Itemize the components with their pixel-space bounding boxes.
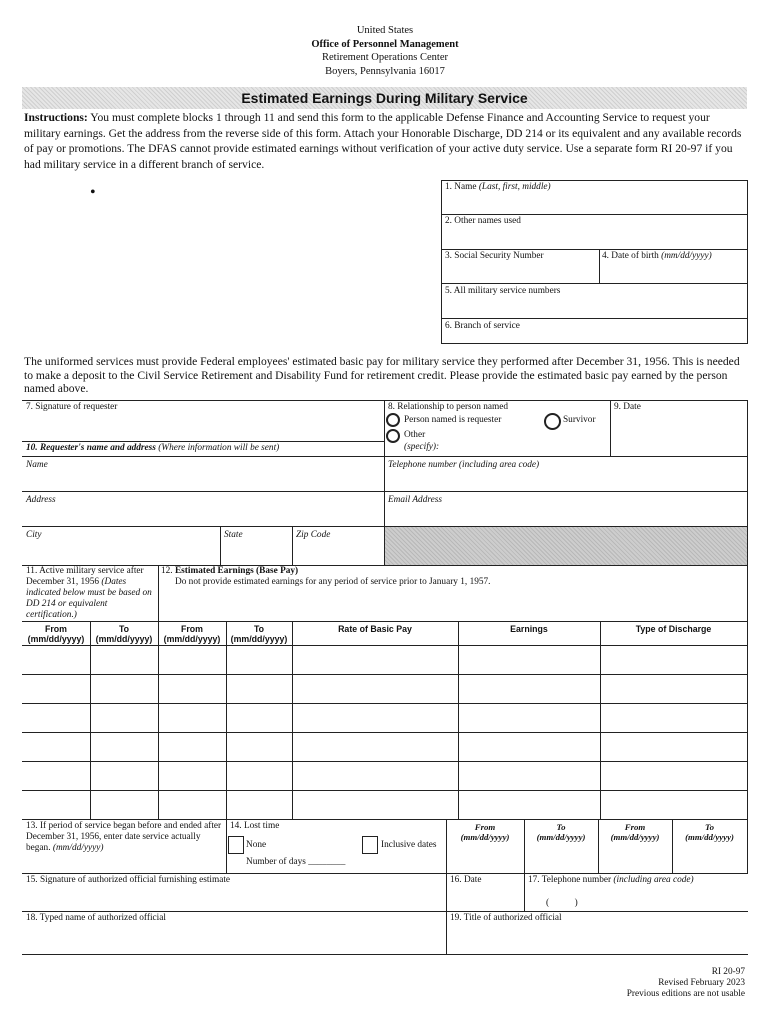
state-field[interactable]: State: [224, 530, 243, 540]
number-of-days-field[interactable]: Number of days ________: [246, 857, 346, 867]
block7-signature-field[interactable]: 7. Signature of requester: [26, 402, 118, 412]
block18-typed-name-field[interactable]: 18. Typed name of authorized official: [26, 913, 166, 923]
requester-name-field[interactable]: Name: [26, 460, 48, 470]
lost-to-2: To (mm/dd/yyyy): [685, 822, 734, 842]
instructions: [24, 110, 749, 172]
col-to-2: To (mm/dd/yyyy): [230, 624, 288, 644]
block6-branch-field[interactable]: 6. Branch of service: [445, 321, 520, 331]
block15-signature-field[interactable]: 15. Signature of authorized official furnishing estimate: [26, 875, 231, 885]
radio-person-named-label: Person named is requester: [404, 415, 502, 425]
lost-from-1: From (mm/dd/yyyy): [460, 822, 510, 842]
instructions-text: You must complete blocks 1 through 11 and send this form to the applicable Defense Finance and Accounting Service to request your military earnings. Get the address from the reverse side of this form. Attach your Honorable Discharge, DD 214 or its equivalent and any available records of pay or promotions. The DFAS cannot provide estimated earnings without verification of your active duty service. Use a separate form RI 20-97 if you had military service in a different branch of service.: [24, 111, 742, 171]
block11-label: 11. Active military service after December 31, 1956 (Dates indicated below must be based on DD 214 or equivalent certification.): [26, 566, 152, 620]
radio-other[interactable]: [386, 429, 400, 443]
form-title: Estimated Earnings During Military Service: [22, 87, 747, 109]
col-from-1: From (mm/dd/yyyy): [27, 624, 85, 644]
lost-to-1: To (mm/dd/yyyy): [536, 822, 586, 842]
telephone-field[interactable]: Telephone number (including area code): [388, 460, 540, 470]
header-office: Office of Personnel Management: [311, 38, 459, 50]
block4-dob-field[interactable]: 4. Date of birth (mm/dd/yyyy): [602, 251, 712, 261]
radio-other-label: Other: [404, 430, 426, 440]
bullet-mark: •: [90, 184, 96, 201]
block1-name-field[interactable]: 1. Name (Last, first, middle): [445, 182, 551, 192]
block2-other-names-field[interactable]: 2. Other names used: [445, 216, 521, 226]
block10-label: 10. Requester's name and address (Where information will be sent): [26, 443, 280, 453]
lost-time-none-checkbox[interactable]: [228, 836, 244, 854]
address-field[interactable]: Address: [26, 495, 56, 505]
header-center: Retirement Operations Center: [322, 52, 448, 63]
radio-person-named[interactable]: [386, 413, 400, 427]
other-specify-field[interactable]: (specify):: [404, 442, 440, 452]
block19-title-field[interactable]: 19. Title of authorized official: [450, 913, 562, 923]
block3-ssn-field[interactable]: 3. Social Security Number: [445, 251, 544, 261]
block9-date-field[interactable]: 9. Date: [614, 402, 641, 412]
block14-label: 14. Lost time: [230, 821, 280, 831]
agency-header: [0, 24, 770, 78]
col-from-2: From (mm/dd/yyyy): [163, 624, 221, 644]
header-country: United States: [356, 25, 414, 36]
email-field[interactable]: Email Address: [388, 495, 442, 505]
col-rate: Rate of Basic Pay: [338, 624, 412, 634]
lost-from-2: From (mm/dd/yyyy): [610, 822, 660, 842]
lost-time-none-label: None: [246, 840, 267, 850]
block12-label: 12. Estimated Earnings (Base Pay) Do not provide estimated earnings for any period of service prior to January 1, 1957.: [161, 566, 491, 587]
uniformed-services-paragraph: The uniformed services must provide Federal employees' estimated basic pay for military service they performed after December 31, 1956. This is needed to make a deposit to the Civil Service Retirement and Disability Fund for retirement credit. Please provide the estimated basic pay earned by the person named above.: [24, 355, 740, 395]
col-discharge: Type of Discharge: [635, 624, 712, 634]
block17-telephone-field[interactable]: 17. Telephone number (including area code): [528, 875, 694, 885]
form-footer: [627, 967, 745, 1000]
telephone-parens: ( ): [546, 898, 578, 908]
zip-field[interactable]: Zip Code: [296, 530, 331, 540]
radio-survivor[interactable]: [544, 413, 561, 430]
header-address: Boyers, Pennsylvania 16017: [325, 65, 445, 77]
city-field[interactable]: City: [26, 530, 42, 540]
radio-survivor-label: Survivor: [563, 415, 596, 425]
col-earnings: Earnings: [510, 624, 548, 634]
block16-date-field[interactable]: 16. Date: [450, 875, 482, 885]
block5-service-numbers-field[interactable]: 5. All military service numbers: [445, 286, 561, 296]
inclusive-dates-checkbox[interactable]: [362, 836, 378, 854]
block13-field[interactable]: 13. If period of service began before and ended after December 31, 1956, enter date service actually began. (mm/dd/yyyy): [26, 821, 222, 853]
inclusive-dates-label: Inclusive dates: [381, 840, 437, 850]
instructions-lead: Instructions:: [24, 111, 88, 124]
col-to-1: To (mm/dd/yyyy): [95, 624, 153, 644]
revision-date: Revised February 2023: [658, 978, 745, 988]
previous-editions-note: Previous editions are not usable: [626, 989, 745, 999]
block8-label: 8. Relationship to person named: [388, 402, 509, 412]
form-number: RI 20-97: [711, 967, 745, 977]
